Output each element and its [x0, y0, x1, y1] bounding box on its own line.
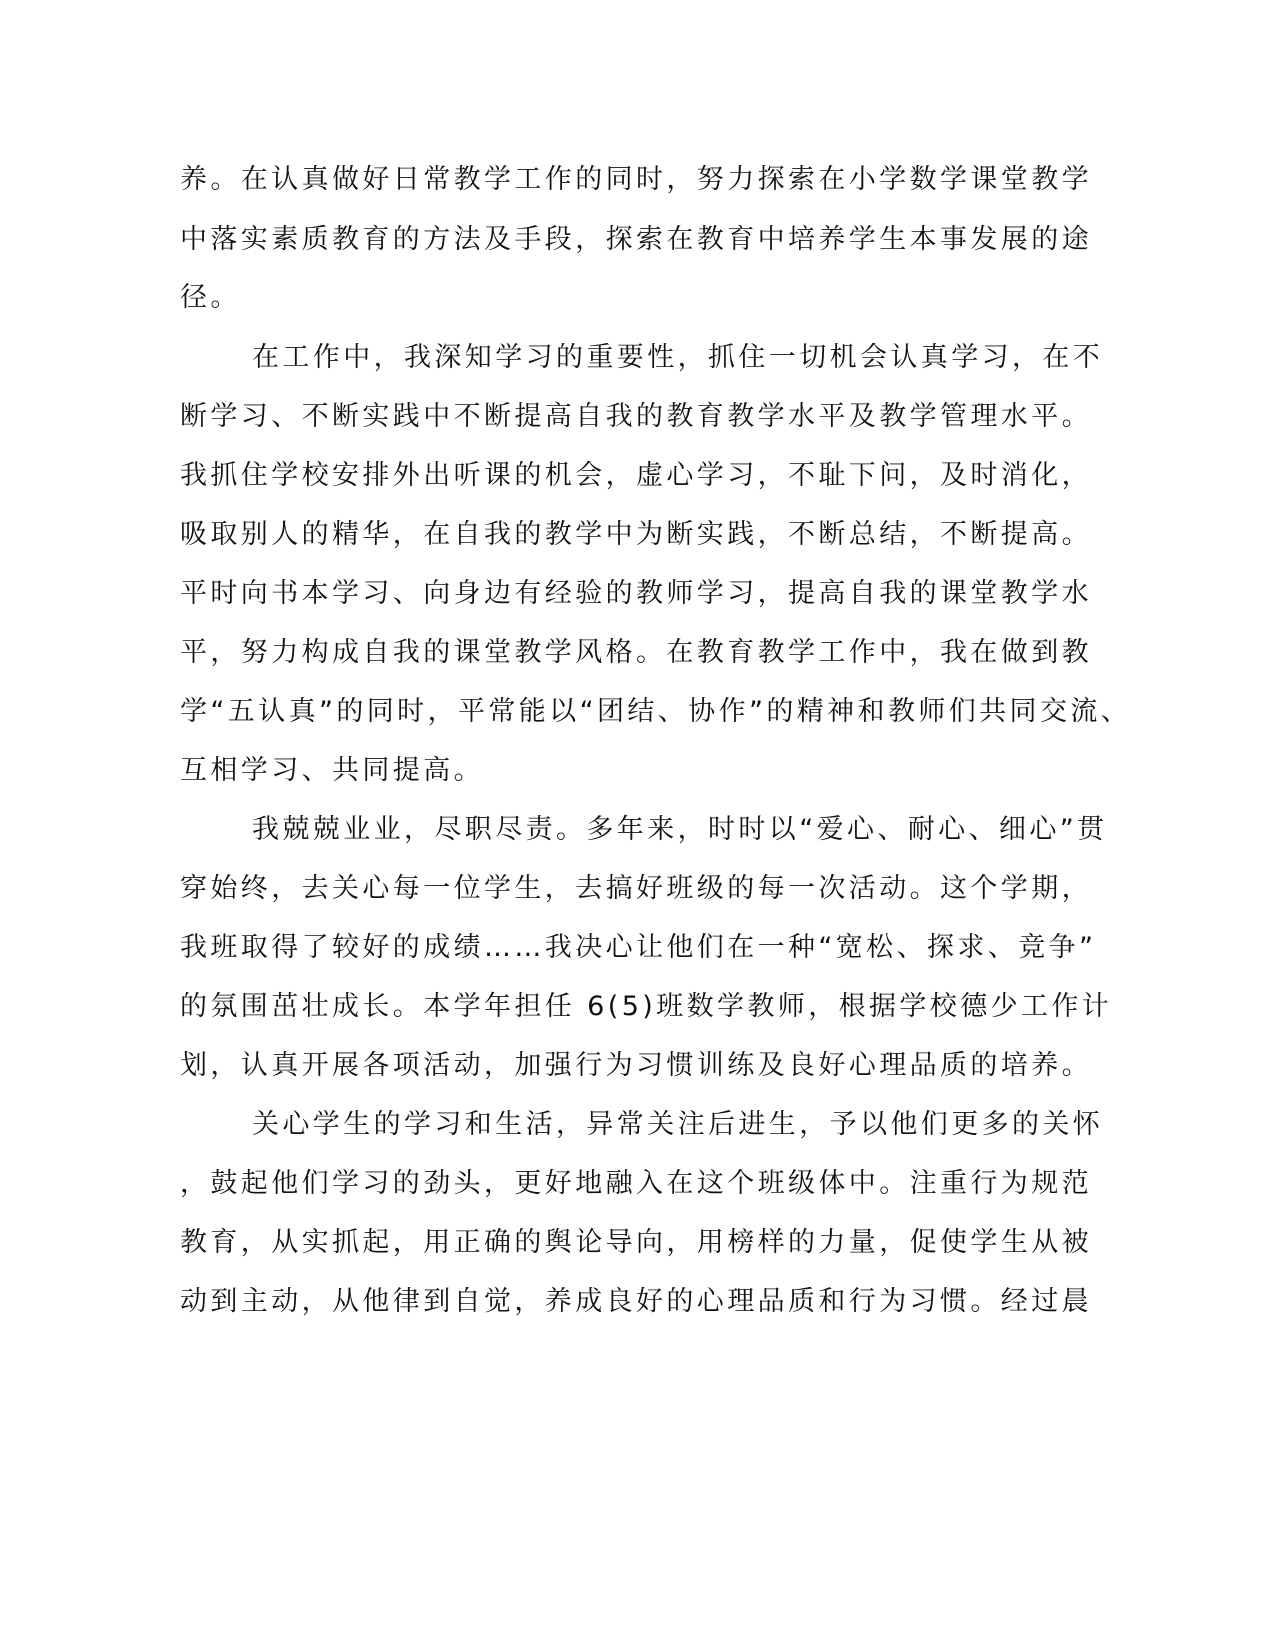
text-line: 在工作中，我深知学习的重要性，抓住一切机会认真学习，在不 — [252, 342, 1104, 373]
text-line: 学“五认真”的同时，平常能以“团结、协作”的精神和教师们共同交流、 — [180, 696, 1132, 727]
text-line: 断学习、不断实践中不断提高自我的教育教学水平及教学管理水平。 — [180, 401, 1092, 432]
text-line: 径。 — [180, 282, 241, 313]
text-line: 平，努力构成自我的课堂教学风格。在教育教学工作中，我在做到教 — [180, 637, 1092, 668]
text-line: ，鼓起他们学习的劲头，更好地融入在这个班级体中。注重行为规范 — [180, 1168, 1092, 1199]
text-line: 穿始终，去关心每一位学生，去搞好班级的每一次活动。这个学期， — [180, 873, 1092, 904]
text-line: 我班取得了较好的成绩……我决心让他们在一种“宽松、探求、竞争” — [180, 932, 1097, 963]
text-line: 我兢兢业业，尽职尽责。多年来，时时以“爱心、耐心、细心”贯 — [252, 814, 1108, 845]
text-line: 吸取别人的精华，在自我的教学中为断实践，不断总结，不断提高。 — [180, 519, 1092, 550]
text-line: 养。在认真做好日常教学工作的同时，努力探索在小学数学课堂教学 — [180, 164, 1092, 195]
text-line: 我抓住学校安排外出听课的机会，虚心学习，不耻下问，及时消化， — [180, 460, 1092, 491]
text-line: 划，认真开展各项活动，加强行为习惯训练及良好心理品质的培养。 — [180, 1050, 1092, 1081]
text-line: 动到主动，从他律到自觉，养成良好的心理品质和行为习惯。经过晨 — [180, 1286, 1092, 1317]
text-line: 互相学习、共同提高。 — [180, 755, 484, 786]
text-line: 中落实素质教育的方法及手段，探索在教育中培养学生本事发展的途 — [180, 224, 1092, 255]
text-line: 的氛围茁壮成长。本学年担任 6(5)班数学教师，根据学校德少工作计 — [180, 991, 1113, 1022]
text-line: 教育，从实抓起，用正确的舆论导向，用榜样的力量，促使学生从被 — [180, 1227, 1092, 1258]
text-line: 平时向书本学习、向身边有经验的教师学习，提高自我的课堂教学水 — [180, 578, 1092, 609]
text-line: 关心学生的学习和生活，异常关注后进生，予以他们更多的关怀 — [252, 1109, 1104, 1140]
